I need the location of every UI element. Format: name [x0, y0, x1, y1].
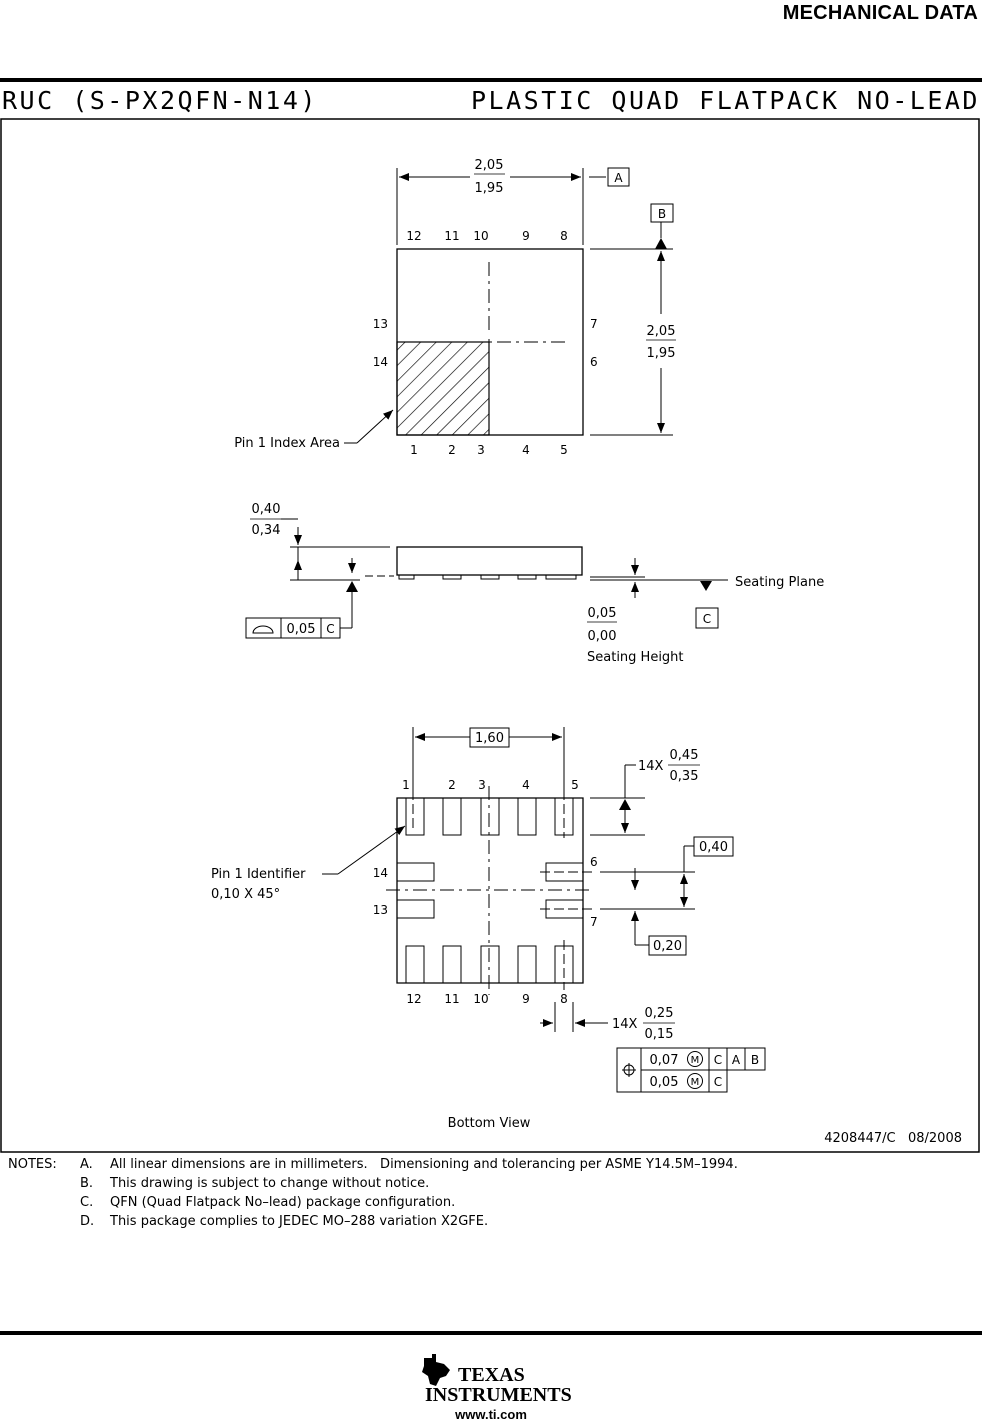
- bottom-pin-label: 10: [473, 992, 489, 1006]
- top-pin-label: 9: [522, 229, 530, 243]
- ti-logo: [0, 1350, 982, 1405]
- bottom-pin-label: 7: [590, 915, 598, 929]
- side-height-dim-min: 0,34: [251, 523, 281, 538]
- note-letter: D.: [80, 1214, 95, 1229]
- header-title: MECHANICAL DATA: [782, 2, 978, 24]
- surface-profile-icon: [253, 626, 273, 633]
- datum-b-label: B: [657, 207, 667, 221]
- bottom-pin-label: 9: [522, 992, 530, 1006]
- pin1-identifier-label: Pin 1 Identifier: [211, 867, 306, 882]
- pad-length-prefix: 14X: [638, 759, 664, 774]
- position-tolerance-frame: [617, 1048, 765, 1092]
- fcf-row1-datum: C: [713, 1053, 723, 1067]
- bottom-view-caption: Bottom View: [447, 1116, 531, 1131]
- flatness-value: 0,05: [286, 622, 316, 637]
- note-letter: A.: [80, 1157, 93, 1172]
- texas-state-icon: [422, 1354, 450, 1386]
- fcf-row1-datum: A: [731, 1053, 741, 1067]
- drawing-frame: [1, 119, 979, 1152]
- top-height-dim-max: 2,05: [646, 324, 676, 339]
- pin1-index-area: [397, 342, 489, 435]
- bottom-pin-label: 12: [406, 992, 422, 1006]
- package-code: RUC (S-PX2QFN-N14): [2, 86, 318, 115]
- top-height-dim-min: 1,95: [646, 346, 676, 361]
- note-letter: B.: [80, 1176, 94, 1191]
- top-pin-label: 1: [410, 443, 418, 457]
- span-dim: 1,60: [475, 731, 504, 746]
- bottom-pin-label: 11: [444, 992, 460, 1006]
- pad-width-dim-min: 0,15: [644, 1027, 674, 1042]
- pad-length-dim-max: 0,45: [669, 748, 699, 763]
- top-pin-label: 4: [522, 443, 530, 457]
- flatness-datum: C: [326, 622, 335, 636]
- top-pin-label: 7: [590, 317, 598, 331]
- top-pin-label: 5: [560, 443, 568, 457]
- fcf-row1-datum: B: [750, 1053, 760, 1067]
- top-pin-label: 11: [444, 229, 460, 243]
- package-type: PLASTIC QUAD FLATPACK NO-LEAD: [471, 86, 980, 115]
- bottom-pin-label: 13: [372, 903, 388, 917]
- bottom-view: [211, 727, 765, 1131]
- bottom-pin-label: 1: [402, 778, 410, 792]
- pad-gap-dim: 0,20: [653, 939, 682, 954]
- top-pin-label: 13: [372, 317, 388, 331]
- note-text: All linear dimensions are in millimeters. Dimensioning and tolerancing per ASME Y14.5M–1994.: [110, 1157, 738, 1172]
- fcf-row2-modifier: M: [690, 1077, 700, 1088]
- note-letter: C.: [80, 1195, 94, 1210]
- datum-c-label: C: [702, 612, 712, 626]
- notes-heading: NOTES:: [8, 1157, 57, 1172]
- bottom-pin-label: 2: [448, 778, 456, 792]
- bottom-pin-label: 3: [478, 778, 486, 792]
- side-body: [397, 547, 582, 575]
- note-text: This package complies to JEDEC MO–288 variation X2GFE.: [110, 1214, 489, 1229]
- seating-height-dim-max: 0,05: [587, 606, 617, 621]
- ti-url[interactable]: www.ti.com: [455, 1407, 527, 1422]
- fcf-row2-value: 0,05: [649, 1075, 679, 1090]
- note-text: This drawing is subject to change without notice.: [110, 1176, 430, 1191]
- bottom-pin-label: 5: [571, 778, 579, 792]
- top-width-dim-min: 1,95: [474, 181, 504, 196]
- brand-line2: INSTRUMENTS: [425, 1384, 572, 1405]
- pad-width-dim-max: 0,25: [644, 1006, 674, 1021]
- fcf-row1-value: 0,07: [649, 1053, 679, 1068]
- brand-line1: TEXAS: [458, 1364, 525, 1386]
- pitch-dim: 0,40: [699, 840, 728, 855]
- top-pin-label: 2: [448, 443, 456, 457]
- side-view: [246, 502, 824, 665]
- pin1-index-label: Pin 1 Index Area: [234, 436, 340, 451]
- top-pin-label: 10: [473, 229, 489, 243]
- pad-width-prefix: 14X: [612, 1017, 638, 1032]
- bottom-rule: [0, 1331, 982, 1335]
- top-pins-top: [406, 229, 567, 243]
- seating-plane-label: Seating Plane: [735, 575, 825, 590]
- side-height-dim-max: 0,40: [251, 502, 281, 517]
- top-pin-label: 3: [477, 443, 485, 457]
- pad-length-dim-min: 0,35: [669, 769, 699, 784]
- bottom-pin-label: 14: [372, 866, 388, 880]
- drawing-reference: 4208447/C 08/2008: [824, 1131, 962, 1146]
- top-pin-label: 6: [590, 355, 598, 369]
- top-pin-label: 8: [560, 229, 568, 243]
- top-pins-bottom: [410, 443, 568, 457]
- top-pin-label: 14: [372, 355, 388, 369]
- fcf-row2-datum: C: [713, 1075, 723, 1089]
- pin1-identifier-chamfer: 0,10 X 45°: [211, 887, 281, 902]
- seating-height-label: Seating Height: [587, 650, 684, 665]
- top-view: [234, 158, 676, 457]
- top-width-dim-max: 2,05: [474, 158, 504, 173]
- note-text: QFN (Quad Flatpack No–lead) package configuration.: [110, 1195, 456, 1210]
- datum-a-label: A: [614, 171, 623, 185]
- bottom-pin-label: 6: [590, 855, 598, 869]
- fcf-row1-modifier: M: [690, 1055, 700, 1066]
- bottom-pin-label: 8: [560, 992, 568, 1006]
- seating-height-dim-min: 0,00: [587, 629, 617, 644]
- top-pin-label: 12: [406, 229, 422, 243]
- bottom-pin-label: 4: [522, 778, 530, 792]
